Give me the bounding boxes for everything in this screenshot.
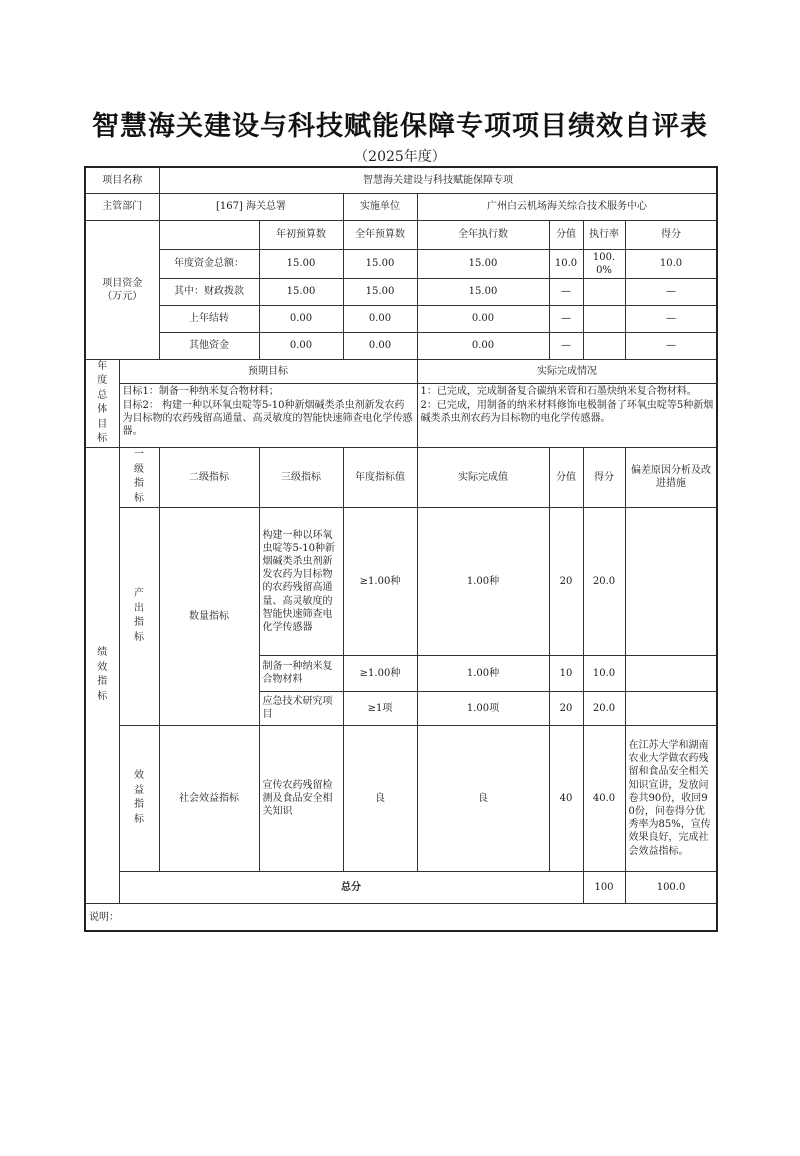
funds-row-initial: 0.00 (259, 305, 343, 332)
funds-row-annual: 15.00 (343, 249, 417, 278)
funds-row-name: 其他资金 (159, 332, 259, 359)
perf-output-reason (625, 691, 717, 725)
funds-header-score: 得分 (625, 220, 717, 249)
funds-header-blank (159, 220, 259, 249)
perf-output-level1 (119, 507, 159, 725)
funds-header-score-value: 分值 (549, 220, 583, 249)
perf-output-score-value: 10 (549, 655, 583, 691)
perf-effect-row (85, 725, 717, 871)
funds-row-score: 10.0 (625, 249, 717, 278)
perf-output-actual: 1.00种 (417, 655, 549, 691)
funds-row-annual: 0.00 (343, 305, 417, 332)
unit-value: 广州白云机场海关综合技术服务中心 (417, 193, 717, 220)
funds-row-score-value: — (549, 305, 583, 332)
funds-row-rate (583, 332, 625, 359)
perf-header-level1-text: 一级指标 (134, 449, 144, 504)
funds-header-row (85, 220, 717, 249)
funds-row-rate (583, 305, 625, 332)
perf-header-level3: 三级指标 (259, 447, 343, 507)
perf-header-level2: 二级指标 (159, 447, 259, 507)
perf-output-level3: 构建一种以环氧虫啶等5-10种新烟碱类杀虫剂新发农药为目标物的农药残留高通量、高灵敏度的智能快速筛查电化学传感器 (259, 507, 343, 655)
total-label: 总分 (119, 871, 583, 903)
funds-row-initial: 15.00 (259, 278, 343, 305)
funds-row-initial: 15.00 (259, 249, 343, 278)
project-name-row (85, 167, 717, 193)
note-label: 说明： (85, 903, 717, 931)
total-score-value: 100 (583, 871, 625, 903)
funds-row-score: — (625, 305, 717, 332)
funds-row-annual: 15.00 (343, 278, 417, 305)
goals-actual-header: 实际完成情况 (417, 359, 717, 384)
department-label: 主管部门 (85, 193, 159, 220)
goals-label (85, 359, 119, 447)
funds-header-rate: 执行率 (583, 220, 625, 249)
funds-row-executed: 15.00 (417, 249, 549, 278)
funds-row-score-value: — (549, 278, 583, 305)
funds-row-score-value: 10.0 (549, 249, 583, 278)
self-evaluation-table (84, 166, 718, 932)
funds-row-score: — (625, 332, 717, 359)
perf-header-actual: 实际完成值 (417, 447, 549, 507)
perf-header-level1 (119, 447, 159, 507)
perf-effect-level1-text: 效益指标 (134, 770, 144, 825)
funds-row-executed: 0.00 (417, 332, 549, 359)
funds-row-annual: 0.00 (343, 332, 417, 359)
funds-row-carryover (85, 305, 717, 332)
perf-output-level2: 数量指标 (159, 507, 259, 725)
goals-label-text: 年度总体目标 (97, 360, 108, 445)
goals-header-row (85, 359, 717, 384)
project-name-value: 智慧海关建设与科技赋能保障专项 (159, 167, 717, 193)
perf-output-target: ≥1项 (343, 691, 417, 725)
funds-label (85, 220, 159, 359)
perf-output-score-value: 20 (549, 691, 583, 725)
goals-expected-header: 预期目标 (119, 359, 417, 384)
perf-header-score: 得分 (583, 447, 625, 507)
funds-row-executed: 15.00 (417, 278, 549, 305)
funds-row-score-value: — (549, 332, 583, 359)
funds-row-executed: 0.00 (417, 305, 549, 332)
perf-output-level1-text: 产出指标 (134, 588, 144, 643)
unit-label: 实施单位 (343, 193, 417, 220)
perf-header-reason: 偏差原因分析及改进措施 (625, 447, 717, 507)
perf-output-row-1 (85, 507, 717, 655)
total-score: 100.0 (625, 871, 717, 903)
note-row (85, 903, 717, 931)
funds-row-rate (583, 278, 625, 305)
perf-label (85, 447, 119, 903)
goals-actual-text: 1：已完成，完成制备复合碳纳米管和石墨炔纳米复合物材料。 2：已完成，用制备的纳米材料修饰电极制备了环氧虫啶等5种新烟碱类杀虫剂农药为目标物的电化学传感器。 (417, 384, 717, 447)
funds-row-other (85, 332, 717, 359)
document-year: （2025年度） (354, 149, 446, 165)
perf-output-target: ≥1.00种 (343, 655, 417, 691)
funds-row-name: 其中：财政拨款 (159, 278, 259, 305)
perf-output-reason (625, 507, 717, 655)
department-value: [167] 海关总署 (159, 193, 343, 220)
funds-header-executed: 全年执行数 (417, 220, 549, 249)
perf-output-target: ≥1.00种 (343, 507, 417, 655)
perf-effect-level1 (119, 725, 159, 871)
perf-effect-actual: 良 (417, 725, 549, 871)
funds-row-initial: 0.00 (259, 332, 343, 359)
perf-output-score-value: 20 (549, 507, 583, 655)
perf-output-level3: 制备一种纳米复合物材料 (259, 655, 343, 691)
funds-row-rate: 100.0% (583, 249, 625, 278)
document-title: 智慧海关建设与科技赋能保障专项项目绩效自评表 (92, 111, 708, 142)
perf-effect-level2: 社会效益指标 (159, 725, 259, 871)
funds-row-total (85, 249, 717, 278)
perf-effect-target: 良 (343, 725, 417, 871)
funds-header-initial: 年初预算数 (259, 220, 343, 249)
perf-output-actual: 1.00种 (417, 507, 549, 655)
funds-row-score: — (625, 278, 717, 305)
goals-expected-text: 目标1：制备一种纳米复合物材料； 目标2： 构建一种以环氧虫啶等5-10种新烟碱类杀虫剂新发农药为目标物的农药残留高通量、高灵敏度的智能快速筛查电化学传感器。 (119, 384, 417, 447)
funds-row-name: 年度资金总额： (159, 249, 259, 278)
perf-header-score-value: 分值 (549, 447, 583, 507)
department-row (85, 193, 717, 220)
perf-output-actual: 1.00项 (417, 691, 549, 725)
total-row (85, 871, 717, 903)
perf-output-score: 10.0 (583, 655, 625, 691)
perf-label-text: 绩效指标 (97, 647, 108, 702)
perf-output-score: 20.0 (583, 507, 625, 655)
perf-effect-score: 40.0 (583, 725, 625, 871)
goals-content-row (85, 384, 717, 447)
funds-label-text: 项目资金（万元） (102, 277, 143, 302)
funds-header-annual: 全年预算数 (343, 220, 417, 249)
perf-output-reason (625, 655, 717, 691)
perf-output-score: 20.0 (583, 691, 625, 725)
perf-effect-level3: 宣传农药残留检测及食品安全相关知识 (259, 725, 343, 871)
perf-effect-score-value: 40 (549, 725, 583, 871)
funds-row-name: 上年结转 (159, 305, 259, 332)
perf-header-target: 年度指标值 (343, 447, 417, 507)
project-name-label: 项目名称 (85, 167, 159, 193)
perf-output-level3: 应急技术研究项目 (259, 691, 343, 725)
perf-header-row (85, 447, 717, 507)
funds-row-fiscal (85, 278, 717, 305)
perf-effect-reason: 在江苏大学和湖南农业大学做农药残留和食品安全相关知识宣讲，发放问卷共90份，收回90份，问卷得分优秀率为85%，宣传效果良好，完成社会效益指标。 (625, 725, 717, 871)
